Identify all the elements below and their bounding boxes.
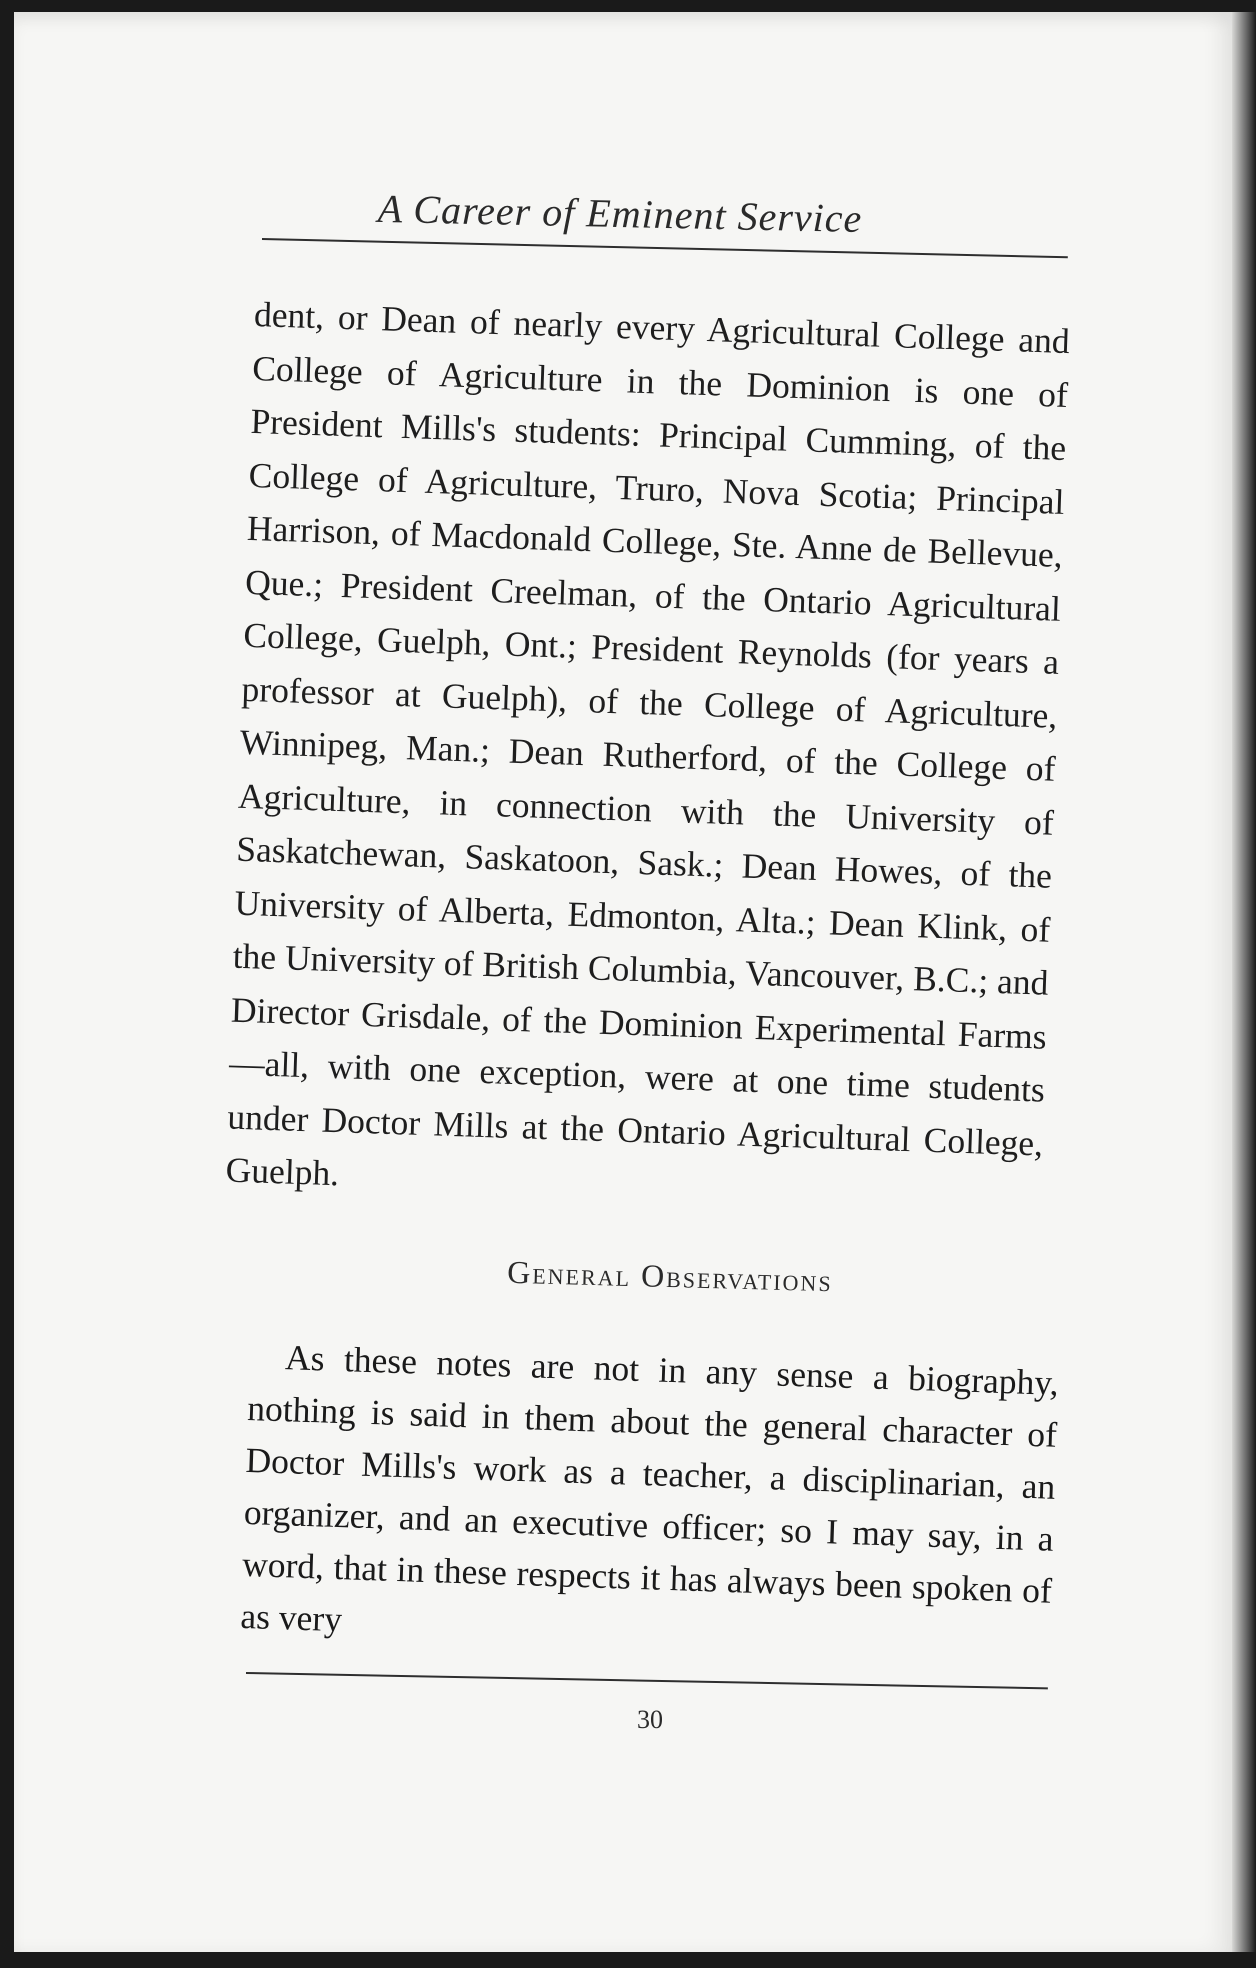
page-number: 30 xyxy=(637,1705,663,1734)
paragraph-two: As these notes are not in any sense a biography, nothing is said in them about the general character of Doctor Mills's work as a teacher, a disciplinarian, an organizer, and an executive officer; so I may say, in a word, that in these respects it has always been spoken of as very xyxy=(239,1337,1060,1640)
running-header xyxy=(260,185,1060,242)
paragraph-one: dent, or Dean of nearly every Agricultural College and College of Agriculture in the Dominion is one of President Mills's students: Principal Cumming, of the College of Agriculture, Truro, Nova Scotia; Principal Harrison, of Macdonald College, Ste. Anne de Bellevue, Que.; President Creelman, of the Ontario Agricultural College, Guelph, Ont.; President Reynolds (for years a professor at Guelph), of the College of Agriculture, Winnipeg, Man.; Dean Rutherford, of the College of Agriculture, in connection with the University of Saskatchewan, Saskatoon, Sask.; Dean Howes, of the University of Alberta, Edmonton, Alta.; Dean Klink, of the University of British Columbia, Vancouver, B.C.; and Director Grisdale, of the Dominion Experimental Farms—all, with one exception, were at one time students under Doctor Mills at the Ontario Agricultural College, Guelph. xyxy=(225,293,1071,1194)
body-text-two xyxy=(240,1330,1060,1669)
section-heading: General Observations xyxy=(506,1253,834,1299)
running-title: A Career of Eminent Service xyxy=(377,185,863,242)
body-text xyxy=(225,288,1071,1224)
page-edge-shadow xyxy=(1232,12,1256,1952)
